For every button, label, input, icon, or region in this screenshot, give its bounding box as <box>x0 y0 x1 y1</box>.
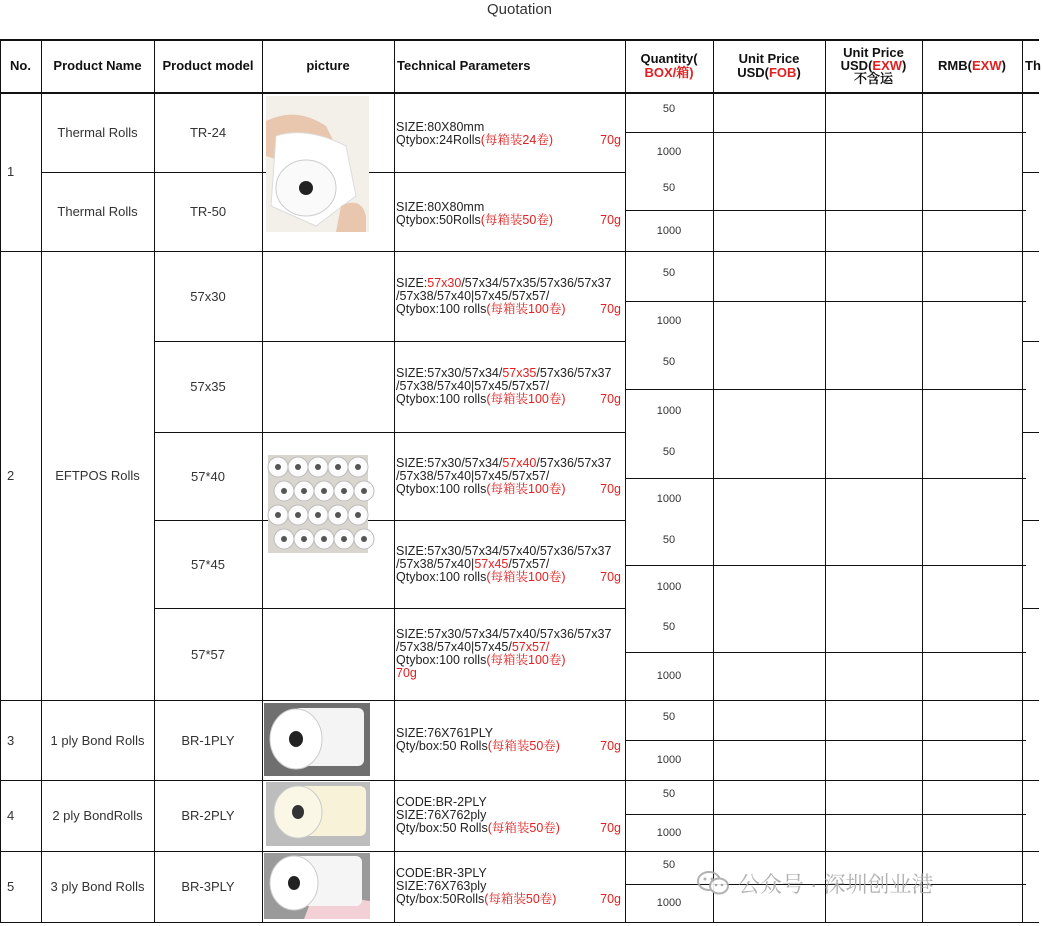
incoterm-label: EXW <box>872 58 903 73</box>
header-technical-parameters <box>394 39 628 92</box>
spec-weight: 70g <box>600 213 621 227</box>
quantity-1000 <box>625 565 713 608</box>
quantity-value: 50 <box>662 533 676 546</box>
quantity-value: 1000 <box>656 404 682 417</box>
quantity-value: 50 <box>662 788 676 800</box>
product-model <box>154 92 262 172</box>
header-unit-price-fob <box>713 39 825 92</box>
quantity-50 <box>625 432 713 472</box>
product-name-text: 2 ply BondRolls <box>52 808 143 823</box>
product-name-text: 1 ply Bond Rolls <box>50 732 145 748</box>
grid-line <box>1022 814 1026 815</box>
spec-line: CODE:BR-3PLY <box>396 866 487 880</box>
incoterm-label: FOB <box>768 64 797 80</box>
spec-line: /57x38/57x40|57x45/57x57/ <box>396 469 550 483</box>
spec-weight: 70g <box>600 133 621 147</box>
quantity-50 <box>625 780 713 808</box>
product-name-text: Thermal Rolls <box>57 124 138 140</box>
header-tech-label: Technical Parameters <box>397 58 531 73</box>
spec-note: (每箱装100卷) <box>486 653 566 667</box>
product-model-text: TR-50 <box>189 204 227 219</box>
grid-line <box>1022 92 1039 93</box>
grid-line <box>154 922 625 923</box>
grid-line <box>1022 210 1026 211</box>
paren-label: ) <box>796 64 801 80</box>
spec-line: Qty/box:50Rolls <box>396 892 485 906</box>
spec-weight: 70g <box>396 666 417 680</box>
spec-weight: 70g <box>600 302 621 316</box>
quantity-value: 50 <box>662 446 676 458</box>
technical-parameters <box>394 628 627 680</box>
spec-line: SIZE:76X763ply <box>396 879 487 893</box>
spec-highlight: 57x40 <box>502 456 537 470</box>
currency-label: USD( <box>840 58 873 73</box>
watermark-text: 公众号 · 深圳创业港 <box>738 871 934 897</box>
eftpos-rolls-photo <box>268 455 368 553</box>
note-label: 不含运 <box>853 71 893 86</box>
row-number-text: 1 <box>7 164 15 179</box>
spec-line: /57x38/57x40|57x45/57x57/ <box>396 379 550 393</box>
grid-line <box>1022 251 1039 252</box>
spec-line: /57x36/57x37 <box>536 456 612 470</box>
spec-line: SIZE:57x30/57x34/57x40/57x36/57x37 <box>396 544 612 558</box>
spec-line: Qtybox:24Rolls <box>396 133 481 147</box>
spec-line: Qtybox:100 rolls <box>396 392 487 406</box>
spec-line: Qtybox:100 rolls <box>396 482 487 496</box>
product-name-text: EFTPOS Rolls <box>55 468 140 483</box>
spec-line: SIZE: <box>396 276 428 290</box>
grid-line <box>922 39 923 922</box>
grid-line <box>1022 608 1039 609</box>
grid-line <box>1022 884 1026 885</box>
quantity-value: 50 <box>662 182 676 194</box>
product-model-text: BR-2PLY <box>181 808 235 823</box>
product-model <box>154 608 262 700</box>
quantity-1000 <box>625 301 713 341</box>
spec-line: Qty/box:50 Rolls <box>396 739 488 753</box>
product-model <box>154 432 262 520</box>
wechat-icon <box>696 870 730 896</box>
quantity-1000 <box>625 210 713 251</box>
spec-line: SIZE:76X761PLY <box>396 726 494 740</box>
grid-line <box>1022 565 1026 566</box>
product-name <box>41 780 154 851</box>
spec-weight: 70g <box>600 392 621 406</box>
quantity-value: 1000 <box>656 670 682 682</box>
quantity-value: 50 <box>662 267 676 279</box>
grid-line <box>1022 520 1039 521</box>
bond-roll-1ply-photo <box>264 703 370 776</box>
grid-line <box>1022 172 1039 173</box>
grid-line <box>1022 301 1026 302</box>
product-name <box>41 172 154 251</box>
technical-parameters <box>394 457 627 496</box>
incoterm-label: EXW <box>971 58 1002 73</box>
quantity-50 <box>625 172 713 204</box>
product-model-text: BR-3PLY <box>181 879 235 894</box>
header-no <box>0 39 41 92</box>
grid-line <box>1022 851 1039 852</box>
quantity-50 <box>625 608 713 646</box>
product-model <box>154 520 262 608</box>
product-model-text: 57*40 <box>191 468 225 484</box>
watermark <box>696 866 934 900</box>
spec-note: (每箱装50卷) <box>480 213 553 227</box>
spec-weight: 70g <box>600 739 621 753</box>
spec-weight: 70g <box>600 482 621 496</box>
spec-weight: 70g <box>600 821 621 835</box>
spec-line: SIZE:76X762ply <box>396 808 487 822</box>
spec-note: (每箱装100卷) <box>486 392 566 406</box>
quantity-value: 50 <box>662 103 676 115</box>
quantity-value: 50 <box>662 858 676 871</box>
header-product-model-label: Product model <box>162 58 254 73</box>
spec-note: (每箱装50卷) <box>484 892 557 906</box>
quantity-value: 1000 <box>656 224 682 237</box>
grid-line <box>1022 780 1039 781</box>
quantity-value: 1000 <box>656 826 682 839</box>
quantity-1000 <box>625 478 713 520</box>
spec-line: /57x57/ <box>508 557 550 571</box>
quantity-1000 <box>625 740 713 780</box>
quantity-value: 1000 <box>656 754 682 766</box>
quantity-value: 1000 <box>656 580 682 593</box>
grid-line <box>1022 700 1039 701</box>
technical-parameters <box>394 277 627 316</box>
bond-roll-2ply-photo <box>266 782 370 846</box>
grid-line <box>1022 740 1026 741</box>
quantity-50 <box>625 251 713 295</box>
spec-line: SIZE:57x30/57x34/ <box>396 366 503 380</box>
spec-line: Qtybox:50Rolls <box>396 213 481 227</box>
quantity-50 <box>625 341 713 383</box>
unit-price-label: Unit Price <box>738 50 800 66</box>
grid-line <box>825 39 826 922</box>
spec-line: /57x38/57x40| <box>396 557 475 571</box>
quantity-value: 1000 <box>656 493 682 505</box>
quantity-value: 1000 <box>656 897 682 909</box>
spec-line: SIZE:57x30/57x34/ <box>396 456 503 470</box>
header-unit-price-exw <box>825 39 922 92</box>
product-name-text: Thermal Rolls <box>57 204 138 219</box>
spec-highlight: 57x30 <box>427 276 462 290</box>
quantity-50 <box>625 92 713 126</box>
quantity-1000 <box>625 652 713 700</box>
technical-parameters <box>394 796 627 835</box>
grid-line <box>1022 652 1026 653</box>
product-model <box>154 341 262 432</box>
grid-line <box>1022 389 1026 390</box>
grid-line <box>1022 478 1026 479</box>
technical-parameters <box>394 727 627 753</box>
spec-line: Qtybox:100 rolls <box>396 570 487 584</box>
spec-line: /57x36/57x37 <box>536 366 612 380</box>
quantity-value: 50 <box>662 621 676 633</box>
row-number-text: 5 <box>7 879 15 894</box>
header-cut-off <box>1022 39 1042 92</box>
rmb-label: RMB( <box>938 58 972 73</box>
grid-line <box>713 39 714 922</box>
row-number-text: 3 <box>7 732 15 748</box>
bond-roll-3ply-photo <box>264 853 370 919</box>
product-model <box>154 251 262 341</box>
row-number-text: 2 <box>7 468 15 483</box>
product-model <box>154 780 262 851</box>
spec-highlight: 57x57/ <box>511 640 550 654</box>
quantity-value: 50 <box>662 711 676 723</box>
product-model <box>154 172 262 251</box>
row-number-text: 4 <box>7 808 15 823</box>
spec-highlight: 57x35 <box>502 366 537 380</box>
product-model-text: 57x35 <box>190 379 226 394</box>
quantity-value: 50 <box>662 356 676 368</box>
quantity-1000 <box>625 389 713 432</box>
product-name <box>41 700 154 780</box>
header-picture-label: picture <box>306 58 350 73</box>
paren-label: ) <box>902 58 907 73</box>
header-product-model <box>154 39 262 92</box>
spec-line: Qtybox:100 rolls <box>396 653 487 667</box>
header-no-label: No. <box>10 58 31 73</box>
thermal-roll-photo <box>266 96 369 232</box>
product-model-text: TR-24 <box>189 124 227 140</box>
spec-line: Qty/box:50 Rolls <box>396 821 488 835</box>
product-name-text: 3 ply Bond Rolls <box>50 879 145 894</box>
unit-price-label: Unit Price <box>843 45 904 60</box>
quantity-value: 1000 <box>656 146 682 158</box>
spec-line: CODE:BR-2PLY <box>396 795 487 809</box>
quantity-value: 1000 <box>656 315 682 327</box>
paren-label: ) <box>1001 58 1006 73</box>
spec-line: Qtybox:100 rolls <box>396 302 487 316</box>
product-model-text: BR-1PLY <box>181 732 235 748</box>
header-rmb <box>922 39 1022 92</box>
page-title: Quotation <box>486 1 553 18</box>
spec-note: (每箱装24卷) <box>480 133 553 147</box>
quantity-unit: BOX/箱) <box>644 64 694 80</box>
header-product-name <box>41 39 154 92</box>
product-model <box>154 851 262 922</box>
product-model-text: 57*57 <box>191 646 225 662</box>
technical-parameters <box>394 201 627 227</box>
product-name <box>41 251 154 700</box>
spec-note: (每箱装100卷) <box>486 302 566 316</box>
grid-line <box>1022 432 1039 433</box>
header-picture <box>262 39 394 92</box>
grid-line <box>1022 132 1026 133</box>
spec-highlight: 57x45 <box>474 557 509 571</box>
spec-line: /57x38/57x40|57x45/57x57/ <box>396 289 550 303</box>
header-quantity <box>625 39 713 92</box>
spec-weight: 70g <box>600 892 621 906</box>
quantity-50 <box>625 520 713 559</box>
quantity-1000 <box>625 132 713 172</box>
spec-note: (每箱装50卷) <box>487 739 560 753</box>
spec-line: /57x38/57x40|57x45/ <box>396 640 512 654</box>
grid-line <box>1022 341 1039 342</box>
quantity-50 <box>625 700 713 734</box>
product-name <box>41 92 154 172</box>
product-model-text: 57*45 <box>191 556 225 572</box>
spec-line: SIZE:57x30/57x34/57x40/57x36/57x37 <box>396 627 612 641</box>
spec-note: (每箱装100卷) <box>486 570 566 584</box>
grid-line <box>1022 922 1039 923</box>
technical-parameters <box>394 121 627 147</box>
technical-parameters <box>394 545 627 584</box>
spec-note: (每箱装50卷) <box>487 821 560 835</box>
header-product-name-label: Product Name <box>53 58 142 73</box>
spec-weight: 70g <box>600 570 621 584</box>
product-name <box>41 851 154 922</box>
quantity-1000 <box>625 814 713 851</box>
spec-line: SIZE:80X80mm <box>396 200 485 214</box>
product-model <box>154 700 262 780</box>
spec-note: (每箱装100卷) <box>486 482 566 496</box>
currency-label: USD( <box>737 64 769 80</box>
quantity-label: Quantity( <box>640 50 698 66</box>
product-model-text: 57x30 <box>190 288 226 304</box>
technical-parameters <box>394 367 627 406</box>
technical-parameters <box>394 867 627 906</box>
spec-line: SIZE:80X80mm <box>396 120 485 134</box>
header-cut-label: Th <box>1025 58 1041 73</box>
spec-line: /57x34/57x35/57x36/57x37 <box>461 276 612 290</box>
